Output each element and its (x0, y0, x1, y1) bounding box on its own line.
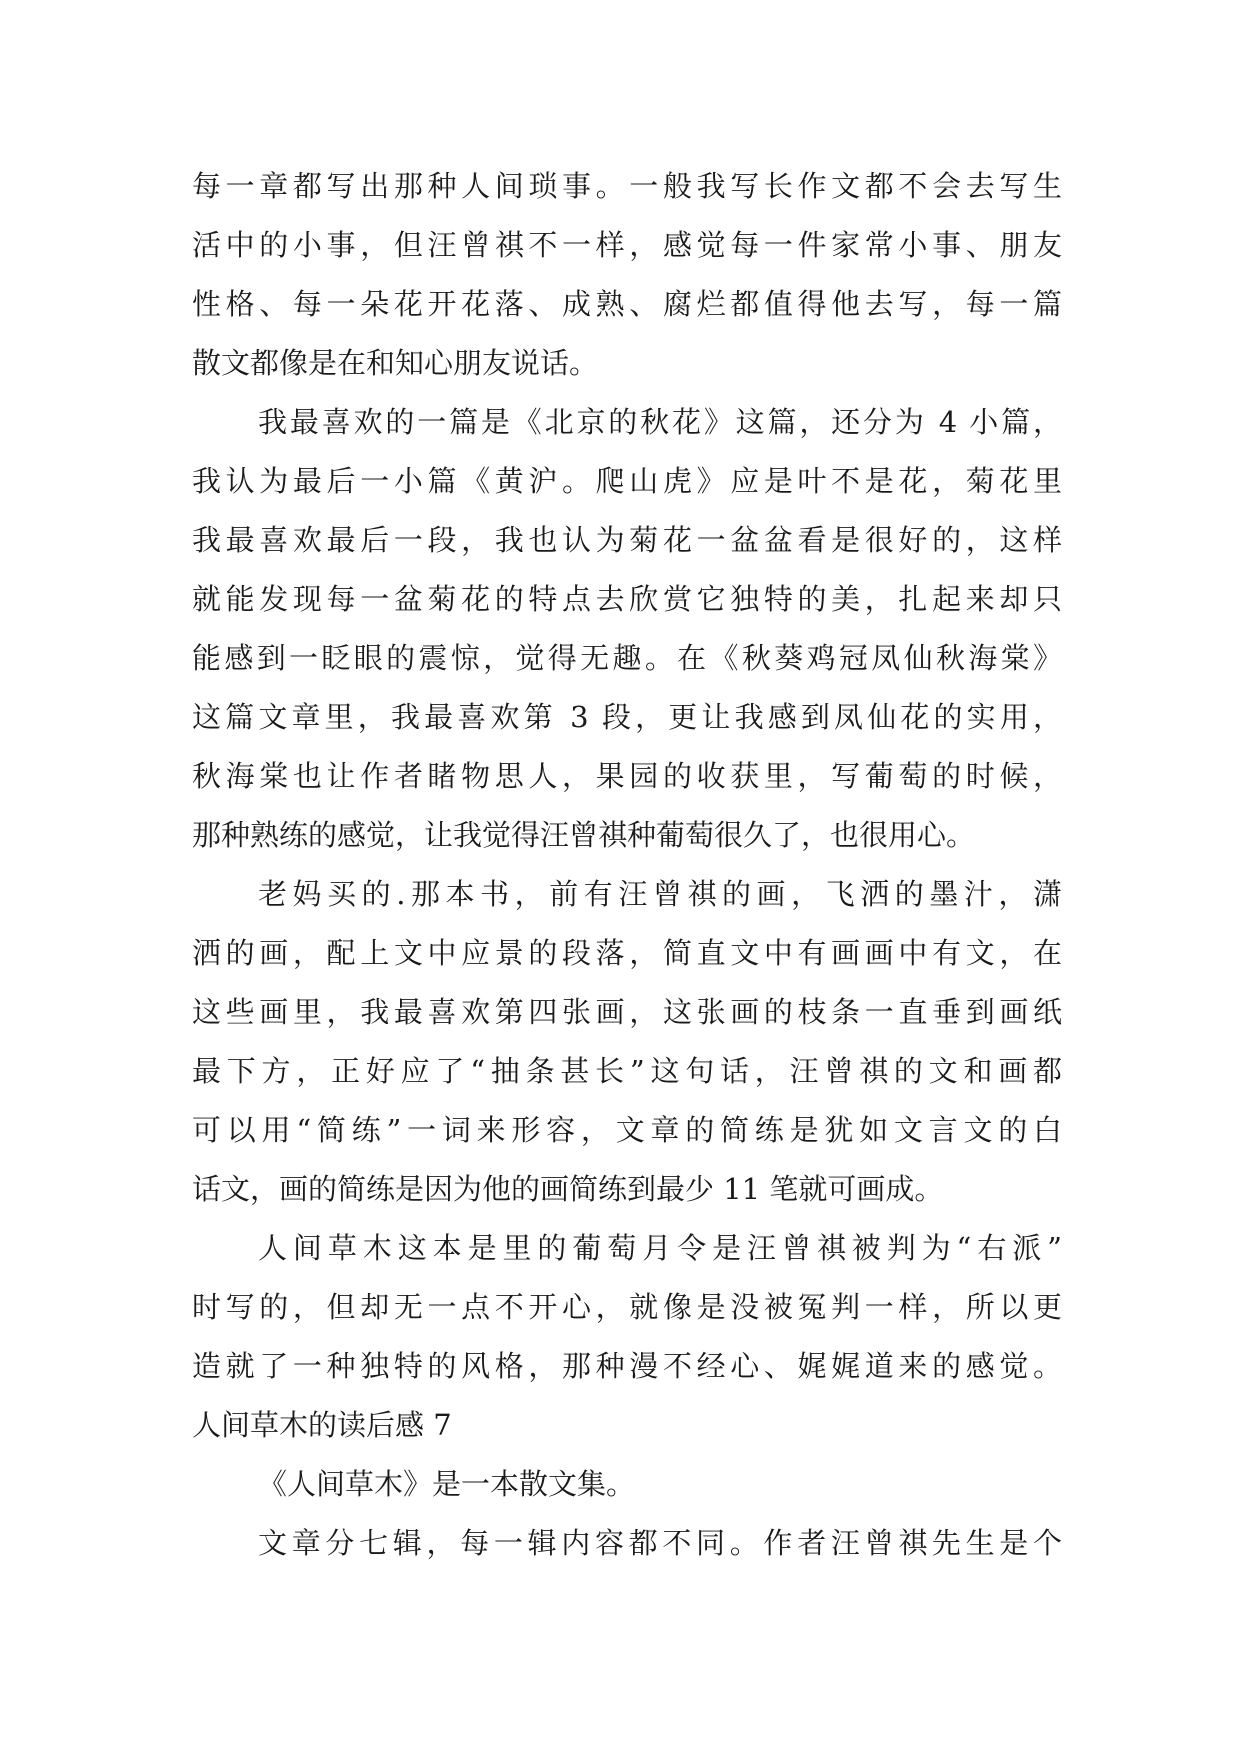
text-line: 时写的，但却无一点不开心，就像是没被冤判一样，所以更 (192, 1290, 1062, 1324)
text-line: 造就了一种独特的风格，那种漫不经心、娓娓道来的感觉。 (192, 1349, 1062, 1383)
text-line: 可以用“简练”一词来形容，文章的简练是犹如文言文的白 (192, 1113, 1062, 1147)
text-line: 我最喜欢的一篇是《北京的秋花》这篇，还分为 4 小篇， (258, 405, 1062, 439)
text-line: 最下方，正好应了“抽条甚长”这句话，汪曾祺的文和画都 (192, 1054, 1062, 1088)
text-line: 《人间草木》是一本散文集。 (258, 1467, 636, 1501)
text-line: 文章分七辑，每一辑内容都不同。作者汪曾祺先生是个 (258, 1526, 1062, 1560)
text-line: 那种熟练的感觉，让我觉得汪曾祺种葡萄很久了，也很用心。 (192, 818, 976, 852)
text-line: 每一章都写出那种人间琐事。一般我写长作文都不会去写生 (192, 169, 1062, 203)
text-line: 散文都像是在和知心朋友说话。 (192, 346, 599, 380)
text-line: 秋海棠也让作者睹物思人，果园的收获里，写葡萄的时候， (192, 759, 1062, 793)
text-line: 话文，画的简练是因为他的画简练到最少 11 笔就可画成。 (192, 1172, 944, 1206)
text-line: 人间草木的读后感 7 (192, 1408, 452, 1442)
text-line: 我认为最后一小篇《黄沪。爬山虎》应是叶不是花，菊花里 (192, 464, 1062, 498)
text-line: 人间草木这本是里的葡萄月令是汪曾祺被判为“右派” (258, 1231, 1062, 1265)
text-line: 这篇文章里，我最喜欢第 3 段，更让我感到凤仙花的实用， (192, 700, 1062, 734)
text-line: 性格、每一朵花开花落、成熟、腐烂都值得他去写，每一篇 (192, 287, 1062, 321)
text-line: 这些画里，我最喜欢第四张画，这张画的枝条一直垂到画纸 (192, 995, 1062, 1029)
text-line: 能感到一眨眼的震惊，觉得无趣。在《秋葵鸡冠凤仙秋海棠》 (192, 641, 1062, 675)
text-line: 就能发现每一盆菊花的特点去欣赏它独特的美，扎起来却只 (192, 582, 1062, 616)
text-line: 洒的画，配上文中应景的段落，简直文中有画画中有文，在 (192, 936, 1062, 970)
text-line: 我最喜欢最后一段，我也认为菊花一盆盆看是很好的，这样 (192, 523, 1062, 557)
text-line: 活中的小事，但汪曾祺不一样，感觉每一件家常小事、朋友 (192, 228, 1062, 262)
text-line: 老妈买的.那本书，前有汪曾祺的画，飞洒的墨汁，潇 (258, 877, 1062, 911)
article-body (192, 157, 1062, 1573)
